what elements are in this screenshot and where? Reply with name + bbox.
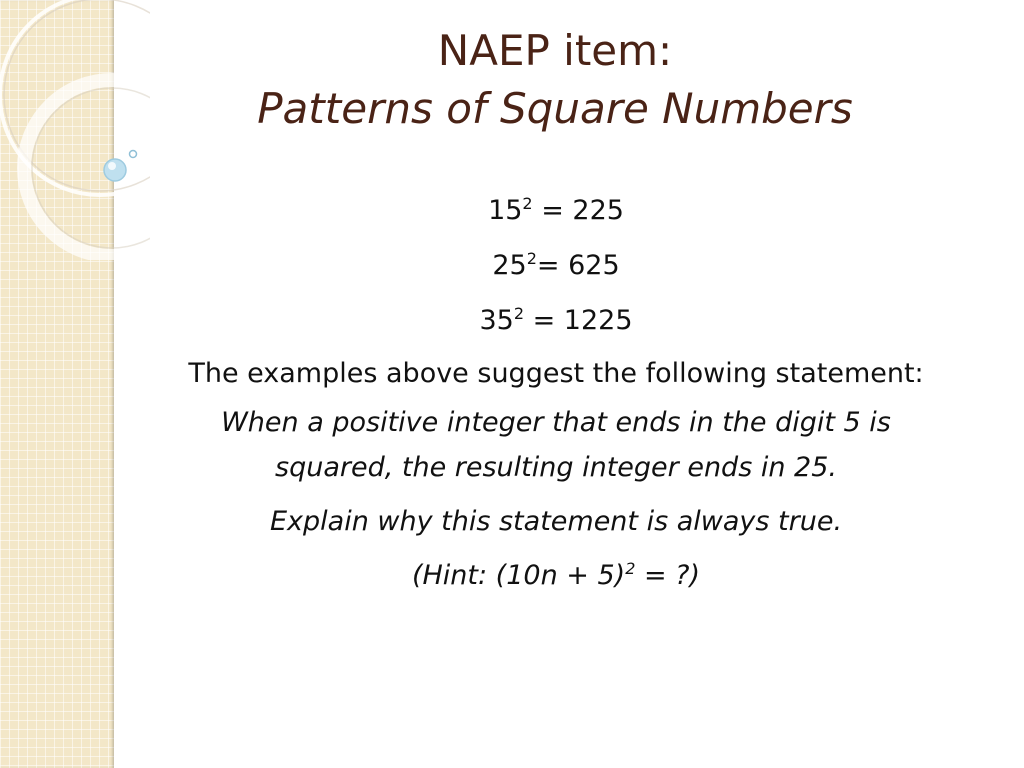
conjecture-statement: When a positive integer that ends in the digit 5 is squared, the resulting integer ends in 25. <box>221 407 891 483</box>
title-line-2: Patterns of Square Numbers <box>257 84 853 133</box>
explain-prompt: Explain why this statement is always true. <box>269 506 843 537</box>
hint-text-end: = ?) <box>635 560 701 591</box>
decor-small-bubble <box>130 151 137 158</box>
hint-text: (Hint: (10n + 5) <box>411 560 626 591</box>
slide-body <box>118 183 994 598</box>
decor-bubble-highlight <box>108 162 116 170</box>
equation-base: 15 <box>488 195 523 226</box>
slide-title <box>180 22 930 138</box>
equation-exponent: 2 <box>526 249 537 268</box>
title-line-1: NAEP item: <box>437 26 673 75</box>
decor-blue-bubble <box>104 159 126 181</box>
equation-line <box>118 183 994 238</box>
equation-result: = 1225 <box>524 305 633 336</box>
hint-exponent: 2 <box>625 559 636 578</box>
hint-line <box>118 553 994 598</box>
equation-result: = 225 <box>532 195 624 226</box>
equation-line <box>118 293 994 348</box>
equation-exponent: 2 <box>513 304 525 323</box>
equation-result: = 625 <box>536 250 620 281</box>
equation-base: 35 <box>479 305 514 336</box>
equation-base: 25 <box>492 250 527 281</box>
equation-exponent: 2 <box>522 194 533 213</box>
equation-line <box>118 238 994 293</box>
statement-intro: The examples above suggest the following statement: <box>188 358 924 389</box>
